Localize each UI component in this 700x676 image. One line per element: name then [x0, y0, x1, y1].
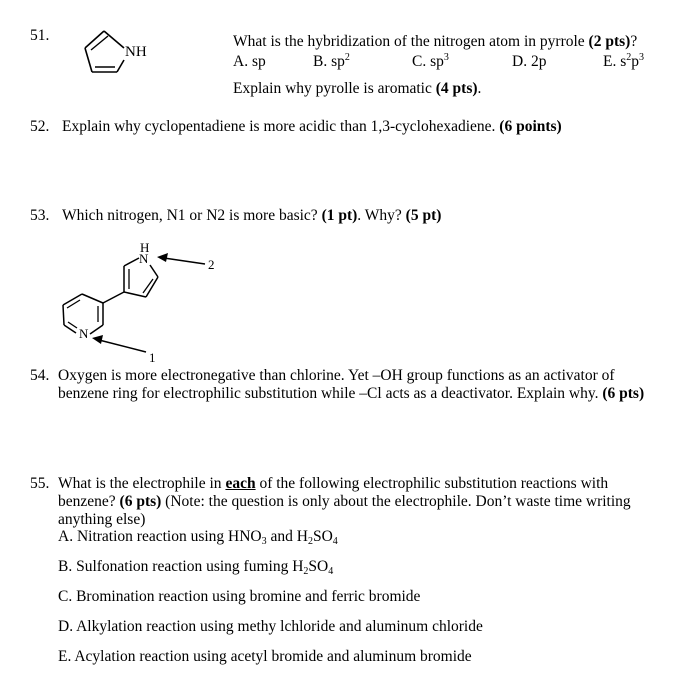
q51-option-d: D. 2p [512, 53, 547, 70]
q55-option-c: C. Bromination reaction using bromine and ferric bromide [58, 588, 421, 605]
q51-option-a: A. sp [233, 53, 266, 70]
label-h: H [140, 240, 150, 255]
q54-line1: Oxygen is more electronegative than chlorine. Yet –OH group functions as an activator of [58, 367, 615, 384]
q53-number: 53. [30, 207, 50, 224]
label-n2: N [139, 251, 149, 266]
q53-text: Which nitrogen, N1 or N2 is more basic? (1 pt). Why? (5 pt) [62, 207, 442, 224]
q55-line2: benzene? (6 pts) (Note: the question is only about the electrophile. Don’t waste time writing [58, 493, 631, 510]
label-2: 2 [208, 257, 215, 272]
q55-line1: What is the electrophile in each of the following electrophilic substitution reactions with [58, 475, 609, 492]
q51-explain: Explain why pyrolle is aromatic (4 pts). [233, 80, 482, 97]
q55-option-b: B. Sulfonation reaction using fuming $H_2SO_4$ [58, 558, 334, 577]
q55-number: 55. [30, 475, 50, 492]
q55-option-e: E. Acylation reaction using acetyl bromide and aluminum bromide [58, 648, 472, 665]
q51-question: What is the hybridization of the nitrogen atom in pyrrole (2 pts)? [233, 33, 638, 50]
q55-option-a: A. Nitration reaction using $HNO_3$ and $H_2SO_4$ [58, 528, 338, 547]
q54-number: 54. [30, 367, 50, 384]
q52-number: 52. [30, 118, 50, 135]
q51-number: 51. [30, 27, 50, 44]
label-1: 1 [149, 350, 156, 365]
label-n1: N [79, 326, 89, 341]
q55-option-d: D. Alkylation reaction using methy lchloride and aluminum chloride [58, 618, 483, 635]
q54-line2: benzene ring for electrophilic substitution while –Cl acts as a deactivator. Explain why. (6 pts) [58, 385, 645, 402]
pyrrole-nh-label: NH [125, 44, 147, 60]
q52-text: Explain why cyclopentadiene is more acidic than 1,3-cyclohexadiene. (6 points) [62, 118, 562, 135]
q51-option-e: E. $s^2p^3$ [603, 52, 644, 70]
q55-line3: anything else) [58, 511, 146, 528]
q51-option-b: B. $sp^2$ [313, 52, 350, 70]
q51-option-c: C. $sp^3$ [412, 52, 449, 70]
